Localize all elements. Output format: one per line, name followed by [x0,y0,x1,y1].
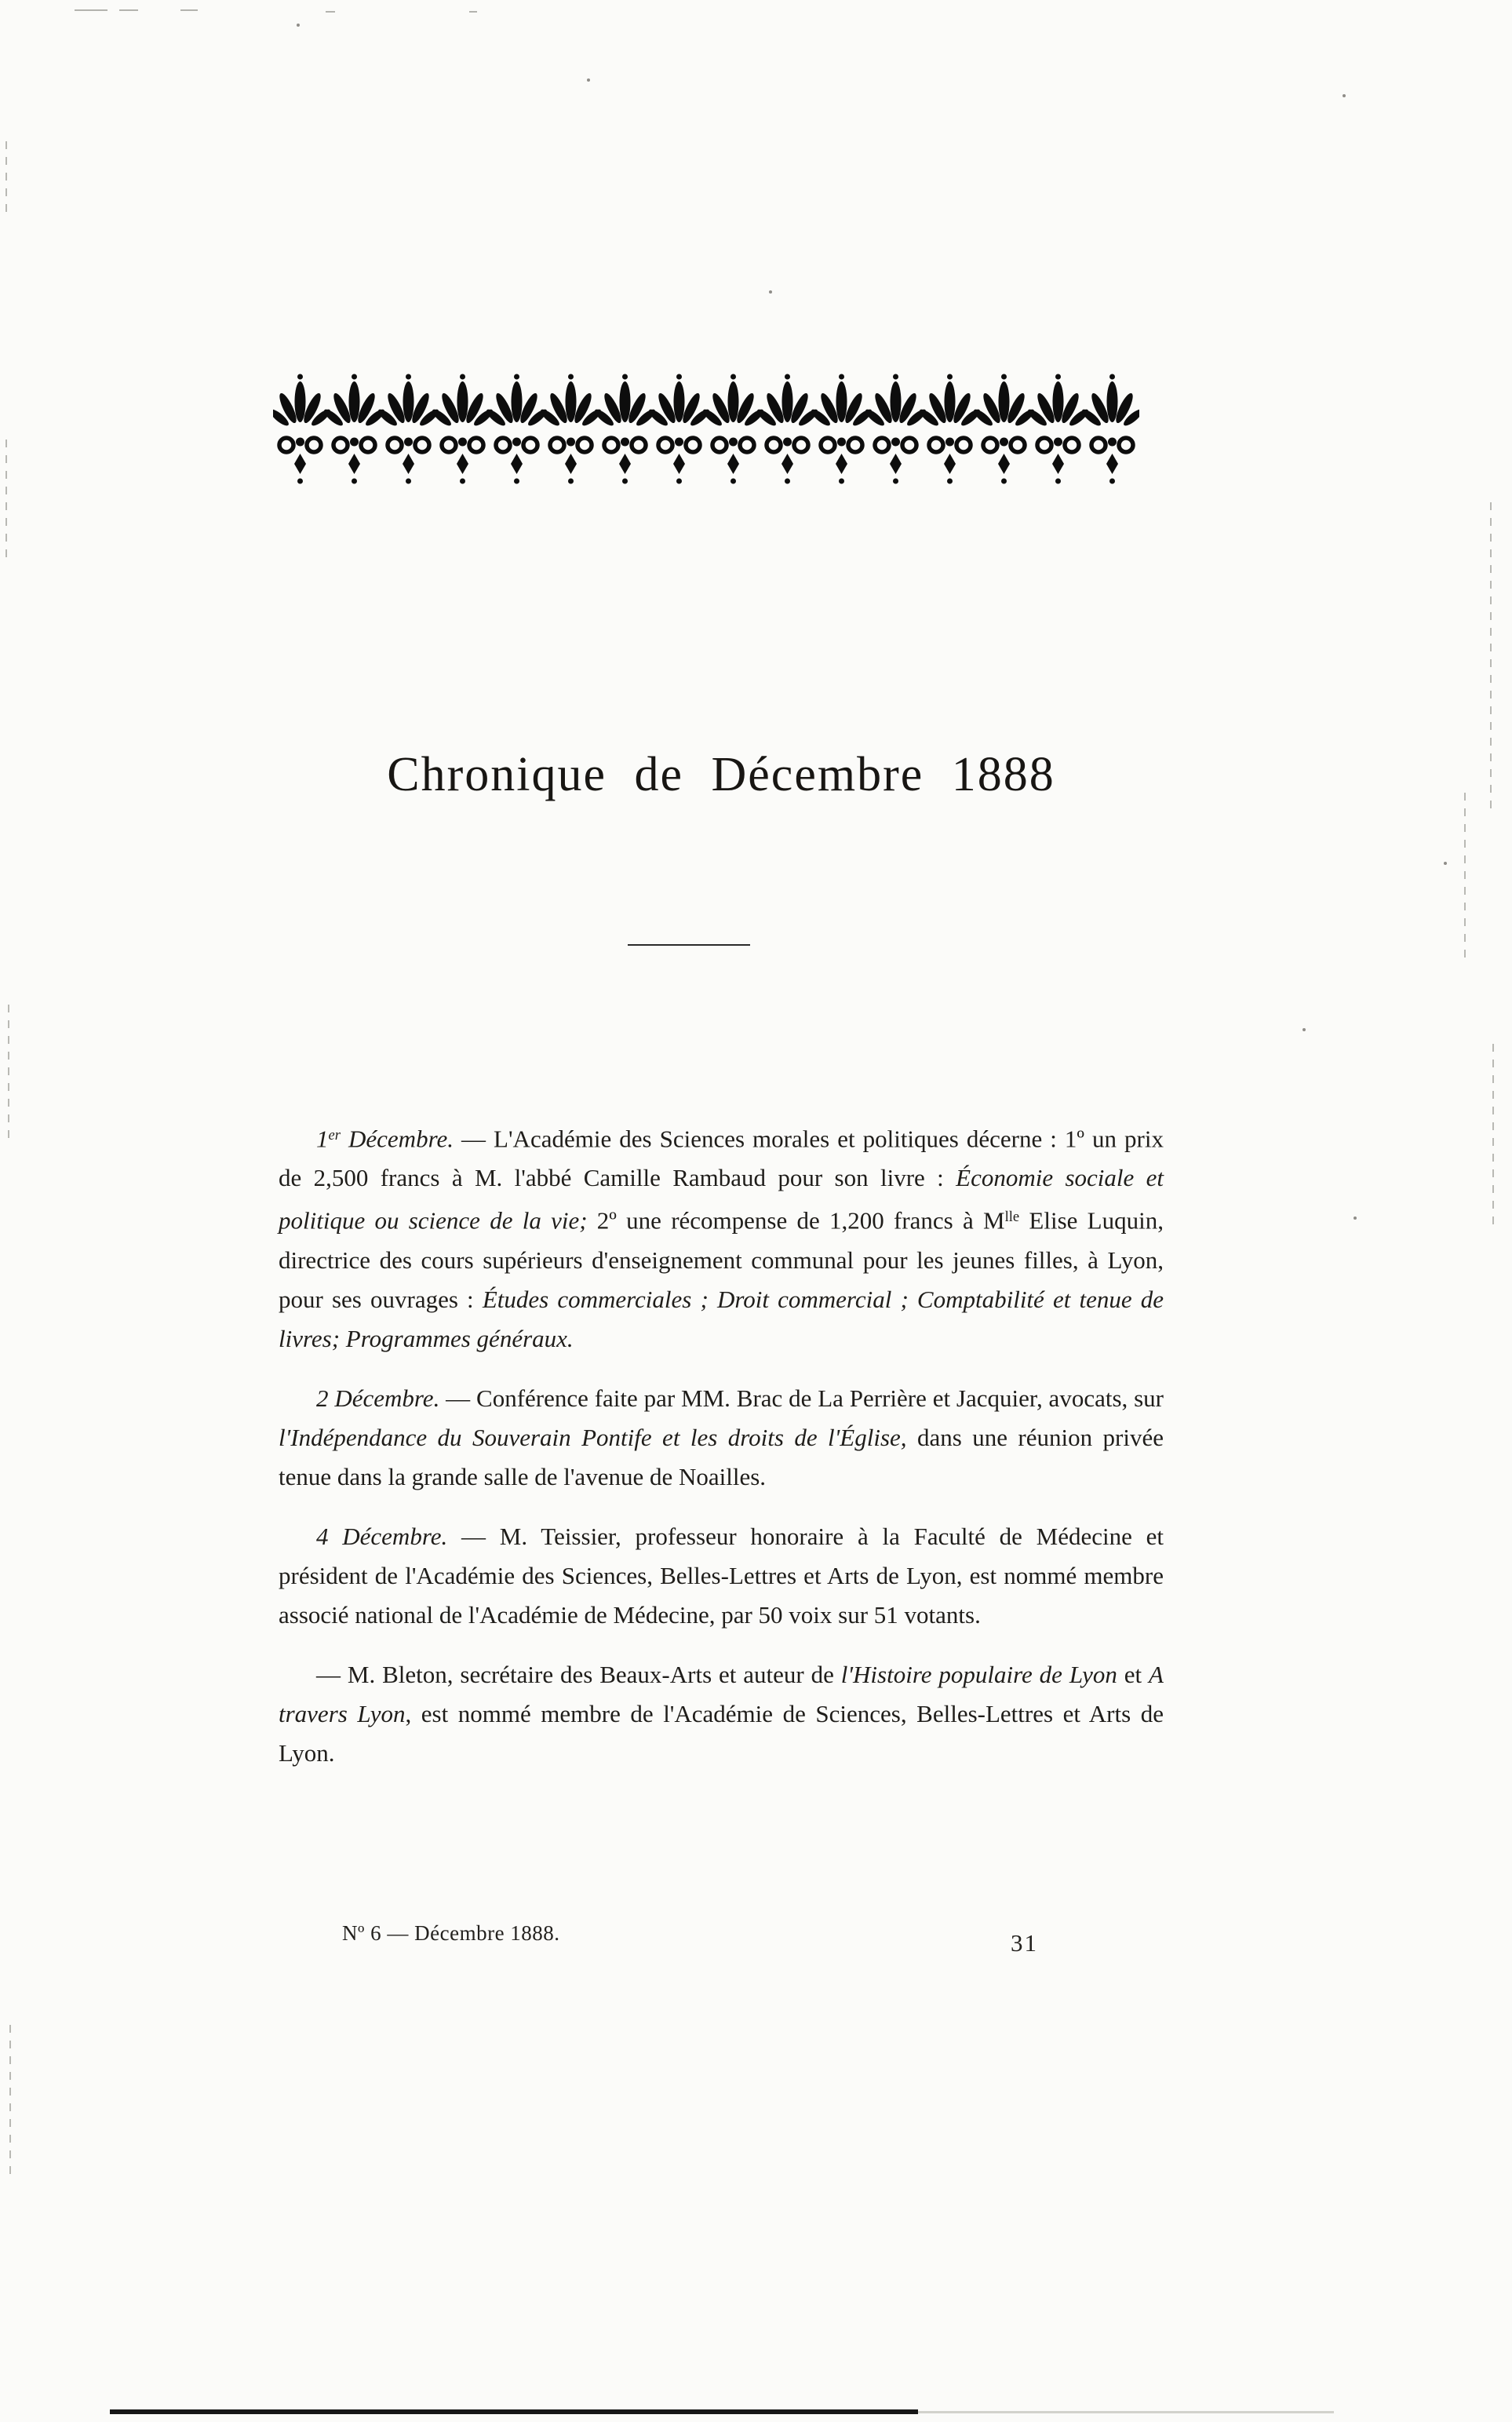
italic-text: 2 Décembre. [316,1384,440,1412]
text: — Conférence faite par MM. Brac de La Perrière et Jacquier, avocats, sur [439,1384,1164,1412]
text: Elise Luquin, directrice des cours supérieurs d'enseignement communal pour les jeunes filles, à Lyon, pour ses ouvrages : [279,1206,1164,1313]
italic-text: A travers Lyon [279,1660,1164,1727]
italic-text: l'Indépendance du Souverain Pontife et les droits de l'Église, [279,1423,907,1451]
scan-artifact [119,9,138,11]
scan-artifact [297,24,300,27]
entry-2-decembre [279,1379,1164,1497]
text: — M. Bleton, secrétaire des Beaux-Arts et auteur de [316,1660,841,1688]
scan-artifact [326,11,335,13]
scan-artifact [1464,793,1466,957]
text: , est nommé membre de l'Académie de Sciences, Belles-Lettres et Arts de Lyon. [279,1699,1164,1767]
footer-issue-label: Nº 6 — Décembre 1888. [342,1921,560,1945]
italic-text: er [328,1127,341,1144]
scan-artifact [1492,1044,1494,1224]
entry-1-decembre [279,1116,1164,1359]
fleuron-ornament-icon [273,369,1139,487]
title-divider-rule [628,944,750,946]
scan-artifact [1490,502,1492,808]
scan-artifact [469,11,477,13]
page-title: Chronique de Décembre 1888 [387,748,1055,801]
body-text [279,1116,1164,1793]
text: — M. Teissier, professeur honoraire à la Faculté de Médecine et président de l'Académie des Sciences, Belles-Lettres et Arts de Lyon, est nommé membre associé national de l'Académie de Médecine, par 50 voix sur 51 votants. [279,1522,1164,1629]
italic-text: 1 [316,1125,329,1153]
scan-artifact-bottom-edge [110,2409,918,2414]
italic-text: Décembre. [341,1125,454,1153]
scan-artifact [180,9,198,11]
italic-text: 4 Décembre. [316,1522,448,1550]
scan-artifact [1343,94,1346,97]
scan-artifact [5,141,7,212]
italic-text: Économie sociale et politique ou science de la vie; [279,1164,1164,1235]
scan-artifact [1303,1028,1306,1031]
scan-artifact [5,440,7,565]
italic-text: l'Histoire populaire de Lyon [840,1660,1117,1688]
scan-artifact [1444,862,1447,865]
page-number: 31 [1011,1929,1038,1957]
entry-bleton [279,1655,1164,1773]
scan-artifact [1354,1216,1357,1220]
fleuron-ornament-band [273,369,1139,487]
scan-artifact [75,9,107,11]
scan-artifact [8,1005,9,1146]
entry-4-decembre [279,1517,1164,1635]
scan-artifact [587,78,590,82]
text: 2º une récompense de 1,200 francs à M [587,1206,1005,1235]
text: — L'Académie des Sciences morales et politiques décerne : 1º un prix de 2,500 francs à M. l'abbé Camille Rambaud pour son livre : [279,1125,1164,1192]
scan-artifact [9,2025,11,2182]
italic-text: Études commerciales ; Droit commercial ; Comptabilité et tenue de livres; Programmes généraux. [279,1285,1164,1352]
scan-artifact [769,290,772,294]
text: dans une réunion privée tenue dans la grande salle de l'avenue de Noailles. [279,1423,1164,1490]
scan-artifact-bottom-edge [918,2411,1334,2413]
text: et [1117,1660,1149,1688]
text: lle [1004,1209,1020,1226]
